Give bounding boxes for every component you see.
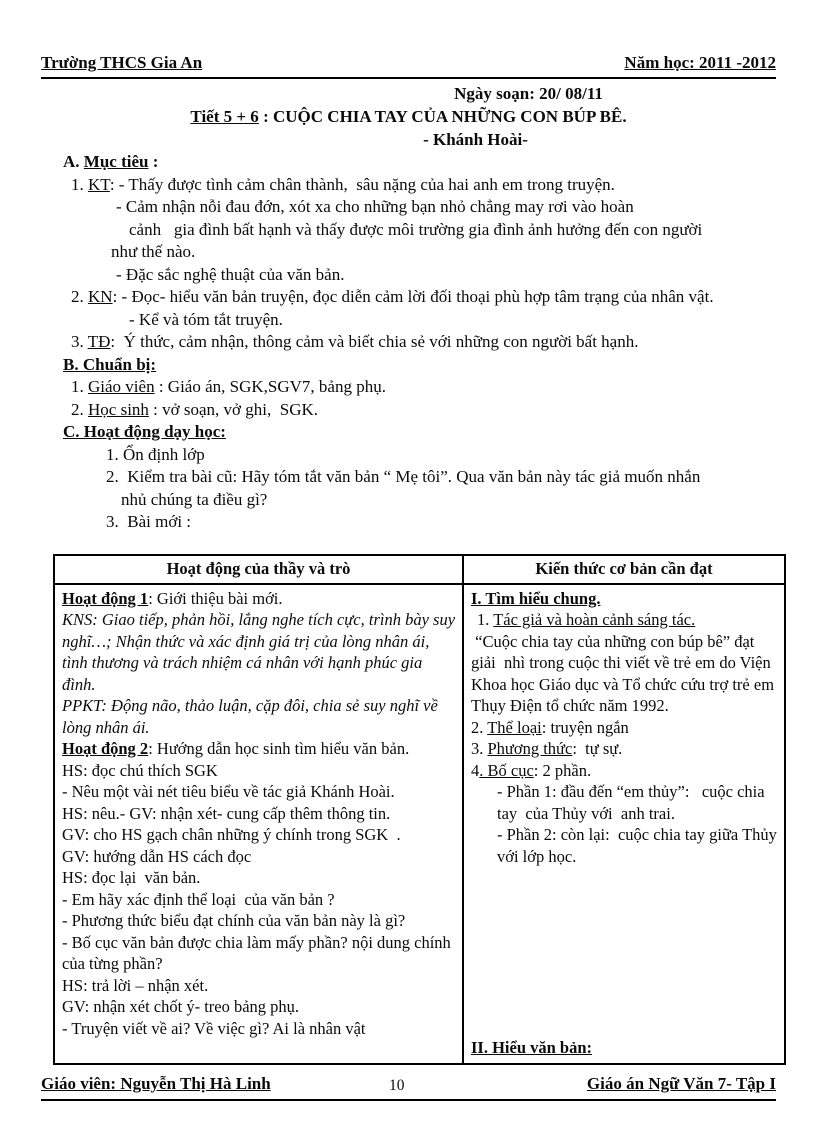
activity-line <box>62 781 456 803</box>
activity-line <box>62 889 456 911</box>
heading-text: Mục tiêu <box>83 152 149 171</box>
note-text: KNS: Giao tiếp, phản hồi, lắng nghe tích cực, trình bày suy nghĩ…; Nhận thức và xác định giá trị của lòng nhân ái, tình thương và trách nhiệm cá nhân với hạnh phúc gia đình. <box>62 610 460 694</box>
activities-table <box>53 554 786 1065</box>
knowledge-heading-2 <box>471 1037 780 1059</box>
heading-text: C. Hoạt động dạy học: <box>63 422 226 441</box>
item-label: Học sinh <box>88 399 149 419</box>
page-number: 10 <box>389 1076 405 1094</box>
activity-line <box>62 824 456 846</box>
item-number: 2. <box>471 717 488 737</box>
item-number: 2. <box>71 287 88 306</box>
activity-text: HS: đọc lại văn bản. <box>62 868 201 887</box>
item-text: - Phần 1: đầu đến “em thủy”: cuộc chia tay của Thủy với anh trai. <box>497 782 769 823</box>
item-text: “Cuộc chia tay của những con búp bê” đạt giải nhì trong cuộc thi viết về trẻ em do Viện Khoa học Giáo dục và Tổ chức cứu trợ trẻ em Thụy Điện tổ chức năm 1992. <box>471 631 780 715</box>
item-text: - Đặc sắc nghệ thuật của văn bản. <box>116 264 345 284</box>
item-text: : vở soạn, vở ghi, SGK. <box>148 399 319 419</box>
section-a-line <box>116 196 776 219</box>
activity-text: - Em hãy xác định thể loại của văn bản ? <box>62 889 335 909</box>
activity-text: - Truyện viết về ai? Về việc gì? Ai là nhân vật <box>62 1018 366 1038</box>
activity-text: - Phương thức biểu đạt chính của văn bản này là gì? <box>62 911 406 930</box>
item-label: TĐ <box>87 332 111 351</box>
item-label: Tác giả và hoàn cảnh sáng tác. <box>493 610 696 629</box>
section-a-heading <box>63 151 776 174</box>
section-a-line <box>71 174 776 197</box>
activity-line <box>62 932 456 975</box>
title-separator: : <box>258 107 273 126</box>
knowledge-line <box>477 609 780 631</box>
section-c-line <box>106 444 776 467</box>
item-number: 4 <box>471 760 480 780</box>
item-label: KN <box>88 287 113 306</box>
teacher-student-activities-cell <box>55 585 464 1063</box>
knowledge-line <box>497 781 780 824</box>
table-body-row <box>55 585 784 1063</box>
item-label: Thể loại <box>487 717 542 737</box>
activity-line <box>62 588 456 610</box>
section-a-line <box>129 219 776 242</box>
lesson-number: Tiết 5 + 6 <box>190 107 259 126</box>
section-b-heading <box>63 354 776 377</box>
item-text: : tự sự. <box>572 739 623 758</box>
knowledge-line <box>471 717 780 739</box>
activity-text: HS: đọc chú thích SGK <box>62 760 218 780</box>
section-a-line <box>71 331 776 354</box>
footer-teacher-name: Giáo viên: Nguyễn Thị Hà Linh <box>41 1073 271 1093</box>
heading-prefix: A. <box>63 152 84 171</box>
author-line <box>41 128 776 151</box>
note-text: PPKT: Động não, thảo luận, cặp đôi, chia sẻ suy nghĩ về lòng nhân ái. <box>62 696 442 737</box>
item-number: 1. <box>71 174 88 194</box>
page-footer <box>41 1073 776 1101</box>
item-number: 1. <box>477 610 494 629</box>
date-text: Ngày soạn: 20/ 08/11 <box>454 84 603 103</box>
heading-text: I. Tìm hiểu chung. <box>471 588 601 608</box>
section-c-line <box>106 511 776 534</box>
knowledge-heading <box>471 588 780 610</box>
item-label: . Bố cục <box>479 760 534 780</box>
item-number: 3. <box>71 332 88 351</box>
item-text: như thế nào. <box>111 242 196 261</box>
activity-text: GV: nhận xét chốt ý- treo bảng phụ. <box>62 997 300 1016</box>
activity-line <box>62 975 456 997</box>
activity-text: HS: trả lời – nhận xét. <box>62 975 209 995</box>
item-text: : Ý thức, cảm nhận, thông cảm và biết chia sẻ với những con người bất hạnh. <box>110 332 639 351</box>
heading-suffix: : <box>148 152 159 171</box>
section-b-line <box>71 399 776 422</box>
author-name: - Khánh Hoài- <box>423 130 528 149</box>
activity-text: : Hướng dẫn học sinh tìm hiểu văn bản. <box>148 739 410 758</box>
activity-label: Hoạt động 2 <box>62 739 149 758</box>
item-number: 1. <box>71 377 88 396</box>
section-b-line <box>71 376 776 399</box>
item-label: KT <box>88 174 110 194</box>
activity-line <box>62 846 456 868</box>
activity-text: HS: nêu.- GV: nhận xét- cung cấp thêm thông tin. <box>62 803 391 823</box>
item-text: : 2 phần. <box>533 760 592 780</box>
item-text: 1. Ổn định lớp <box>106 444 205 464</box>
activity-text: GV: cho HS gạch chân những ý chính trong SGK . <box>62 825 401 844</box>
knowledge-line <box>471 760 780 782</box>
item-number: 2. <box>71 399 88 419</box>
school-year: Năm học: 2011 -2012 <box>624 53 776 72</box>
item-label: Phương thức <box>487 739 573 758</box>
lesson-title-line <box>41 105 776 128</box>
footer-book-title: Giáo án Ngữ Văn 7- Tập I <box>586 1073 776 1093</box>
activity-line <box>62 996 456 1018</box>
methods-note <box>62 695 456 738</box>
activity-text: GV: hướng dẫn HS cách đọc <box>62 846 252 866</box>
knowledge-line <box>471 738 780 760</box>
date-line <box>41 83 776 105</box>
item-text: cảnh gia đình bất hạnh và thấy được môi trường gia đình ảnh hưởng đến con người <box>129 219 703 239</box>
item-text: : Giáo án, SGK,SGV7, bảng phụ. <box>154 377 386 396</box>
activity-text: : Giới thiệu bài mới. <box>148 588 283 608</box>
item-text: - Cảm nhận nỗi đau đớn, xót xa cho những bạn nhỏ chẳng may rơi vào hoàn <box>116 197 634 216</box>
section-a-line <box>116 264 776 287</box>
activity-label: Hoạt động 1 <box>62 588 149 608</box>
item-text: 3. Bài mới : <box>106 512 192 531</box>
section-a-line <box>111 241 776 264</box>
skills-note <box>62 609 460 695</box>
item-text: : - Thấy được tình cảm chân thành, sâu nặng của hai anh em trong truyện. <box>109 174 615 194</box>
item-text: - Kể và tóm tắt truyện. <box>129 309 283 329</box>
item-text: : truyện ngắn <box>541 717 629 737</box>
section-a-line <box>71 286 776 309</box>
table-header-left: Hoạt động của thầy và trò <box>55 556 464 583</box>
knowledge-line <box>471 631 780 717</box>
section-a-line <box>129 309 776 332</box>
item-text: - Phần 2: còn lại: cuộc chia tay giữa Thủy với lớp học. <box>497 825 782 866</box>
activity-line <box>62 760 456 782</box>
activity-line <box>62 803 456 825</box>
activity-line <box>62 910 456 932</box>
heading-text: II. Hiểu văn bản: <box>471 1038 593 1057</box>
section-c-line <box>121 489 776 512</box>
core-knowledge-cell <box>464 585 784 1063</box>
activity-line <box>62 867 456 889</box>
activity-line <box>62 1018 456 1040</box>
activity-text: - Nêu một vài nét tiêu biểu về tác giả Khánh Hoài. <box>62 782 395 801</box>
heading-text: B. Chuẩn bị: <box>63 354 157 374</box>
item-label: Giáo viên <box>88 377 155 396</box>
knowledge-line <box>497 824 780 867</box>
section-c-line <box>106 466 776 489</box>
section-c-heading <box>63 421 776 444</box>
page-header <box>41 52 776 79</box>
table-header-row <box>55 556 784 585</box>
school-name: Trường THCS Gia An <box>41 53 203 72</box>
lesson-title: CUỘC CHIA TAY CỦA NHỮNG CON BÚP BÊ. <box>272 107 627 126</box>
item-text: nhủ chúng ta điều gì? <box>121 489 268 509</box>
item-text: 2. Kiểm tra bài cũ: Hãy tóm tắt văn bản “ Mẹ tôi”. Qua văn bản này tác giả muốn nhắn <box>106 467 701 486</box>
activity-text: - Bố cục văn bản được chia làm mấy phần? nội dung chính của từng phần? <box>62 932 455 973</box>
item-number: 3. <box>471 739 488 758</box>
activity-line <box>62 738 456 760</box>
table-header-right: Kiến thức cơ bản cần đạt <box>535 558 713 578</box>
item-text: : - Đọc- hiểu văn bản truyện, đọc diễn cảm lời đối thoại phù hợp tâm trạng của nhân vật. <box>112 287 714 306</box>
